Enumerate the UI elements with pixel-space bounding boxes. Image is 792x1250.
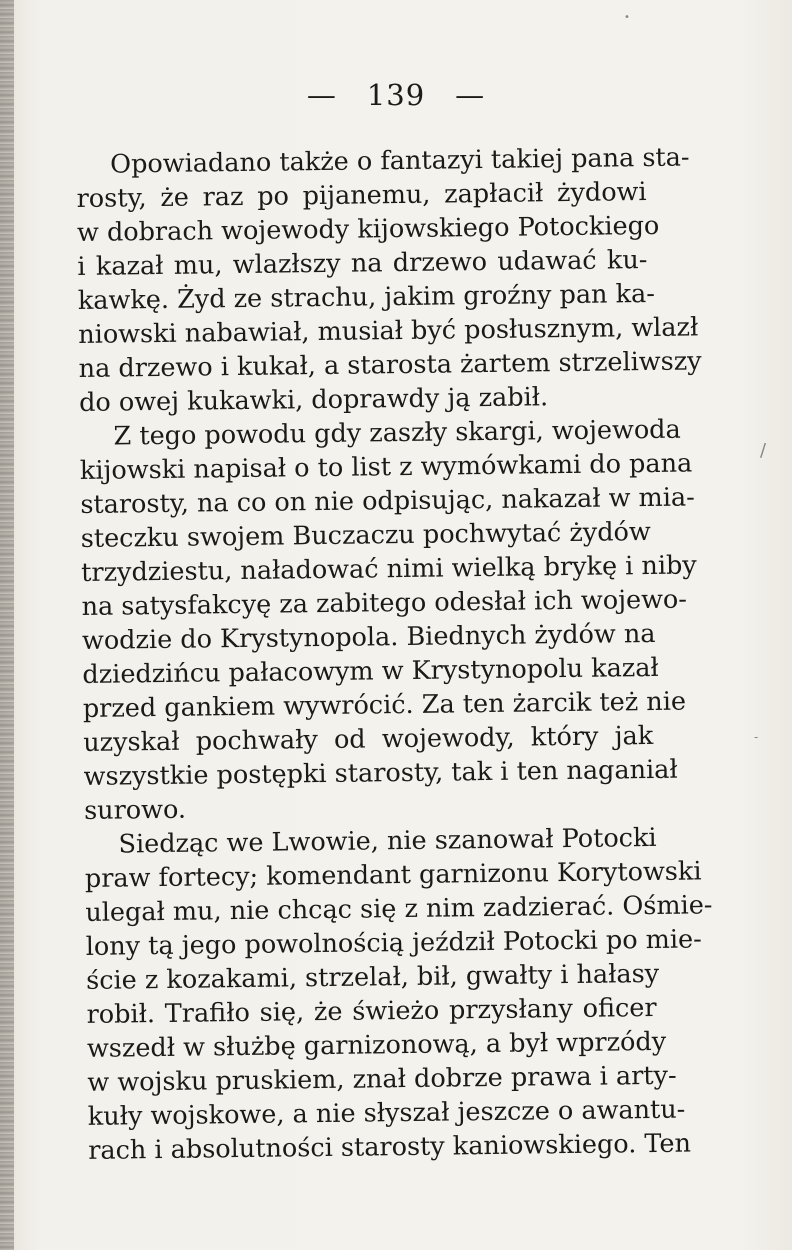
text-line: uzyskał pochwały od wojewody, który jak <box>83 720 654 758</box>
text-line: wszedł w służbę garnizonową, a był wprzódy <box>86 1026 667 1064</box>
ink-speck: / <box>760 440 767 461</box>
page-number: 139 <box>366 78 426 112</box>
text-line: kijowski napisał o to list z wymówkami do pana <box>79 448 693 486</box>
text-line: wszystkie postępki starosty, tak i ten naganiał <box>83 754 678 792</box>
text-line: wodzie do Krystynopola. Biednych żydów na <box>81 618 656 656</box>
ink-speck: • <box>624 12 630 23</box>
text-line: i kazał mu, wlazłszy na drzewo udawać ku- <box>77 245 648 282</box>
text-line: starosty, na co on nie odpisując, nakazał w mia- <box>80 482 695 520</box>
text-line: w wojsku pruskiem, znał dobrze prawa i arty- <box>87 1060 677 1098</box>
page-header <box>0 78 792 112</box>
paragraph-1 <box>76 141 702 420</box>
text-line: kawkę. Żyd ze strachu, jakim groźny pan ka- <box>77 278 656 316</box>
text-line: praw fortecy; komendant garnizonu Korytowski <box>84 856 702 894</box>
text-line: do owej kukawki, doprawdy ją zabił. <box>78 382 549 418</box>
text-line: niowski nabawiał, musiał być posłusznym, wlazł <box>78 312 699 350</box>
text-line: surowo. <box>83 794 187 826</box>
paragraph-2 <box>79 413 697 828</box>
text-line: na drzewo i kukał, a starosta żartem strzeliwszy <box>78 346 702 384</box>
ink-speck: - <box>754 730 759 744</box>
text-line: rach i absolutności starosty kaniowskiego. Ten <box>88 1128 692 1166</box>
text-line: Siedząc we Lwowie, nie szanował Potocki <box>118 822 657 860</box>
paragraph-3 <box>84 821 713 1168</box>
text-line: w dobrach wojewody kijowskiego Potockiego <box>76 210 660 248</box>
text-line: rosty, że raz po pijanemu, zapłacił żydowi <box>76 177 647 214</box>
page-text <box>76 141 713 1168</box>
text-line: dziedzińcu pałacowym w Krystynopolu kazał <box>82 652 659 690</box>
text-line: Z tego powodu gdy zaszły skargi, wojewoda <box>113 414 681 452</box>
text-line: lony tą jego powolnością jeździł Potocki po mie- <box>85 924 702 962</box>
text-line: robił. Trafiło się, że świeżo przysłany oficer <box>86 992 657 1030</box>
text-line: Opowiadano także o fantazyi takiej pana sta- <box>110 142 690 180</box>
text-line: ulegał mu, nie chcąc się z nim zadzierać. Ośmie- <box>85 890 713 928</box>
text-line: steczku swojem Buczaczu pochwytać żydów <box>80 517 651 554</box>
page-binding-edge <box>0 0 14 1250</box>
header-dash-left: — <box>306 78 337 112</box>
text-line: kuły wojskowe, a nie słyszał jeszcze o awantu- <box>87 1094 686 1132</box>
header-dash-right: — <box>455 78 486 112</box>
text-line: przed gankiem wywrócić. Za ten żarcik też nie <box>82 686 687 724</box>
text-line: na satysfakcyę za zabitego odesłał ich wojewo- <box>81 584 688 622</box>
text-line: ście z kozakami, strzelał, bił, gwałty i hałasy <box>85 958 660 996</box>
text-line: trzydziestu, naładować nimi wielką brykę i niby <box>81 550 697 588</box>
